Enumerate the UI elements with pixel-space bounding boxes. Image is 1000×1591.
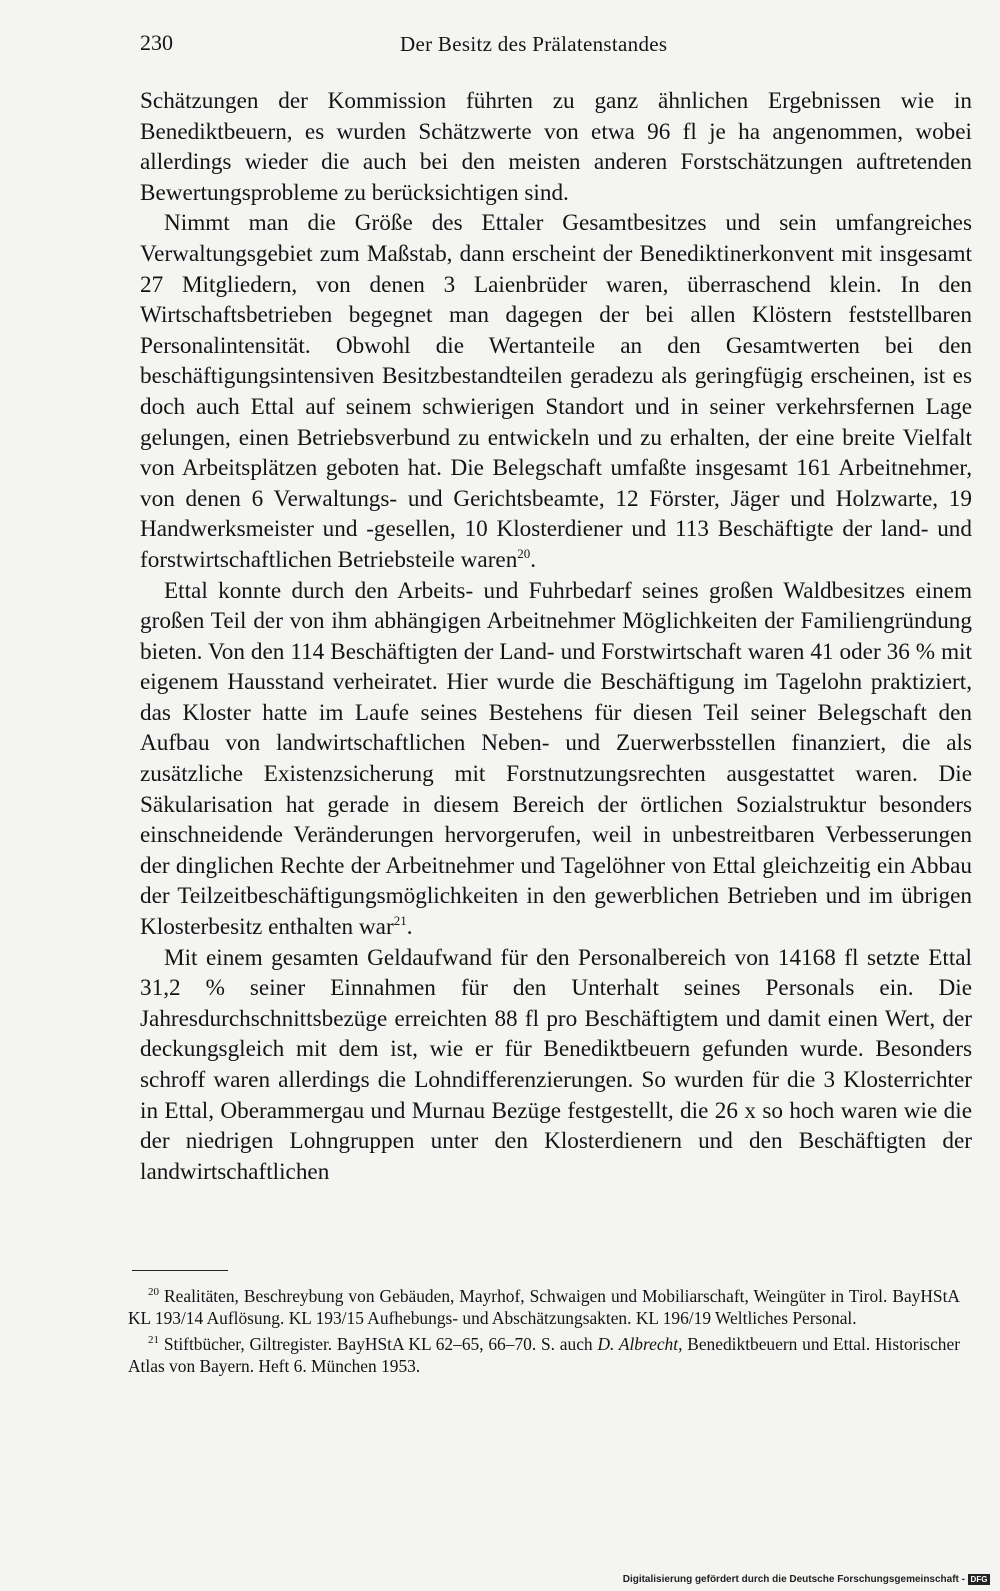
body-text	[140, 86, 972, 1187]
footnote-20-text: Realitäten, Beschreybung von Gebäuden, Mayrhof, Schwaigen und Mobiliarschaft, Weingüter in Tirol. BayHStA KL 193/14 Auflösung. KL 193/15 Aufhebungs- und Abschätzungsakten. KL 196/19 Weltliches Personal.	[128, 1286, 960, 1328]
footnote-ref-21: 21	[393, 913, 407, 929]
footnote-21	[128, 1334, 960, 1377]
page-number: 230	[140, 30, 173, 55]
paragraph-2	[140, 208, 972, 575]
paragraph-3	[140, 576, 972, 943]
paragraph-2-end: .	[530, 546, 537, 573]
footnote-21-author: D. Albrecht,	[597, 1334, 683, 1355]
running-head: Der Besitz des Prälatenstandes	[400, 32, 668, 56]
paragraph-1: Schätzungen der Kommission führten zu ganz ähnlichen Ergebnissen wie in Benediktbeuern, es wurden Schätzwerte von etwa 96 fl je ha angenommen, wobei allerdings wieder die auch bei den meisten anderen Forstschätzungen auftretenden Bewertungsprobleme zu berücksichtigen sind.	[140, 88, 972, 206]
paragraph-3-end: .	[406, 914, 413, 941]
digitization-credit	[623, 1574, 990, 1585]
dfg-logo-icon: DFG	[968, 1574, 990, 1585]
footnote-ref-20: 20	[517, 545, 531, 561]
footnote-20	[128, 1286, 960, 1329]
footnote-21-text: Stiftbücher, Giltregister. BayHStA KL 62–65, 66–70. S. auch	[163, 1334, 593, 1355]
credit-text: Digitalisierung gefördert durch die Deutsche Forschungsgemeinschaft -	[622, 1574, 965, 1585]
footnote-20-mark: 20	[148, 1286, 159, 1298]
footnote-21-rest: Benediktbeuern und Ettal. Historischer Atlas von Bayern. Heft 6. München 1953.	[128, 1334, 961, 1376]
footnote-21-mark: 21	[148, 1334, 159, 1347]
footnotes	[128, 1286, 960, 1382]
paragraph-2-text: Nimmt man die Größe des Ettaler Gesamtbesitzes und sein umfangreiches Verwaltungsgebiet zum Maßstab, dann erscheint der Benediktinerkonvent mit insgesamt 27 Mitgliedern, von denen 3 Laienbrüder waren, überraschend klein. In den Wirtschaftsbetrieben begegnet man dagegen der bei allen Klöstern feststellbaren Personalintensität. Obwohl die Wertanteile an den Gesamtwerten bei den beschäftigungsintensiven Besitzbestandteilen geradezu als geringfügig erscheinen, ist es doch auch Ettal auf seinem schwierigen Standort und in seiner verkehrsfernen Lage gelungen, einen Betriebsverbund zu entwickeln und zu erhalten, der eine breite Vielfalt von Arbeitsplätzen geboten hat. Die Belegschaft umfaßte insgesamt 161 Arbeitnehmer, von denen 6 Verwaltungs- und Gerichtsbeamte, 12 Förster, Jäger und Holzwarte, 19 Handwerksmeister und -gesellen, 10 Klosterdiener und 113 Beschäftigte der land- und forstwirtschaftlichen Betriebsteile waren	[140, 210, 972, 573]
page-header	[140, 30, 970, 62]
paragraph-4: Mit einem gesamten Geldaufwand für den Personalbereich von 14168 fl setzte Ettal 31,2 % seiner Einnahmen für den Unterhalt seines Personals ein. Die Jahresdurchschnittsbezüge erreichten 88 fl pro Beschäftigtem und damit einen Wert, der deckungsgleich mit dem ist, wie er für Benediktbeuern gefunden wurde. Besonders schroff waren allerdings die Lohndifferenzierungen. So wurden für die 3 Klosterrichter in Ettal, Oberammergau und Murnau Bezüge festgestellt, die 26 x so hoch waren wie die der niedrigen Lohngruppen unter den Klosterdienern und den Beschäftigten der landwirtschaftlichen	[140, 944, 972, 1185]
paragraph-3-text: Ettal konnte durch den Arbeits- und Fuhrbedarf seines großen Waldbesitzes einem großen Teil der von ihm abhängigen Arbeitnehmer Möglichkeiten der Familiengründung bieten. Von den 114 Beschäftigten der Land- und Forstwirtschaft waren 41 oder 36 % mit eigenem Hausstand verheiratet. Hier wurde die Beschäftigung im Tagelohn praktiziert, das Kloster hatte im Laufe seines Bestehens für diesen Teil seiner Belegschaft den Aufbau von landwirtschaftlichen Neben- und Zuerwerbsstellen finanziert, die als zusätzliche Existenzsicherung mit Forstnutzungsrechten ausgestattet waren. Die Säkularisation hat gerade in diesem Bereich der örtlichen Sozialstruktur besonders einschneidende Veränderungen hervorgerufen, weil in unbestreitbaren Verbesserungen der dinglichen Rechte der Arbeitnehmer und Tagelöhner von Ettal gleichzeitig ein Abbau der Teilzeitbeschäftigungsmöglichkeiten in den gewerblichen Betrieben und im übrigen Klosterbesitz enthalten war	[140, 577, 972, 941]
footnote-rule	[132, 1270, 228, 1271]
